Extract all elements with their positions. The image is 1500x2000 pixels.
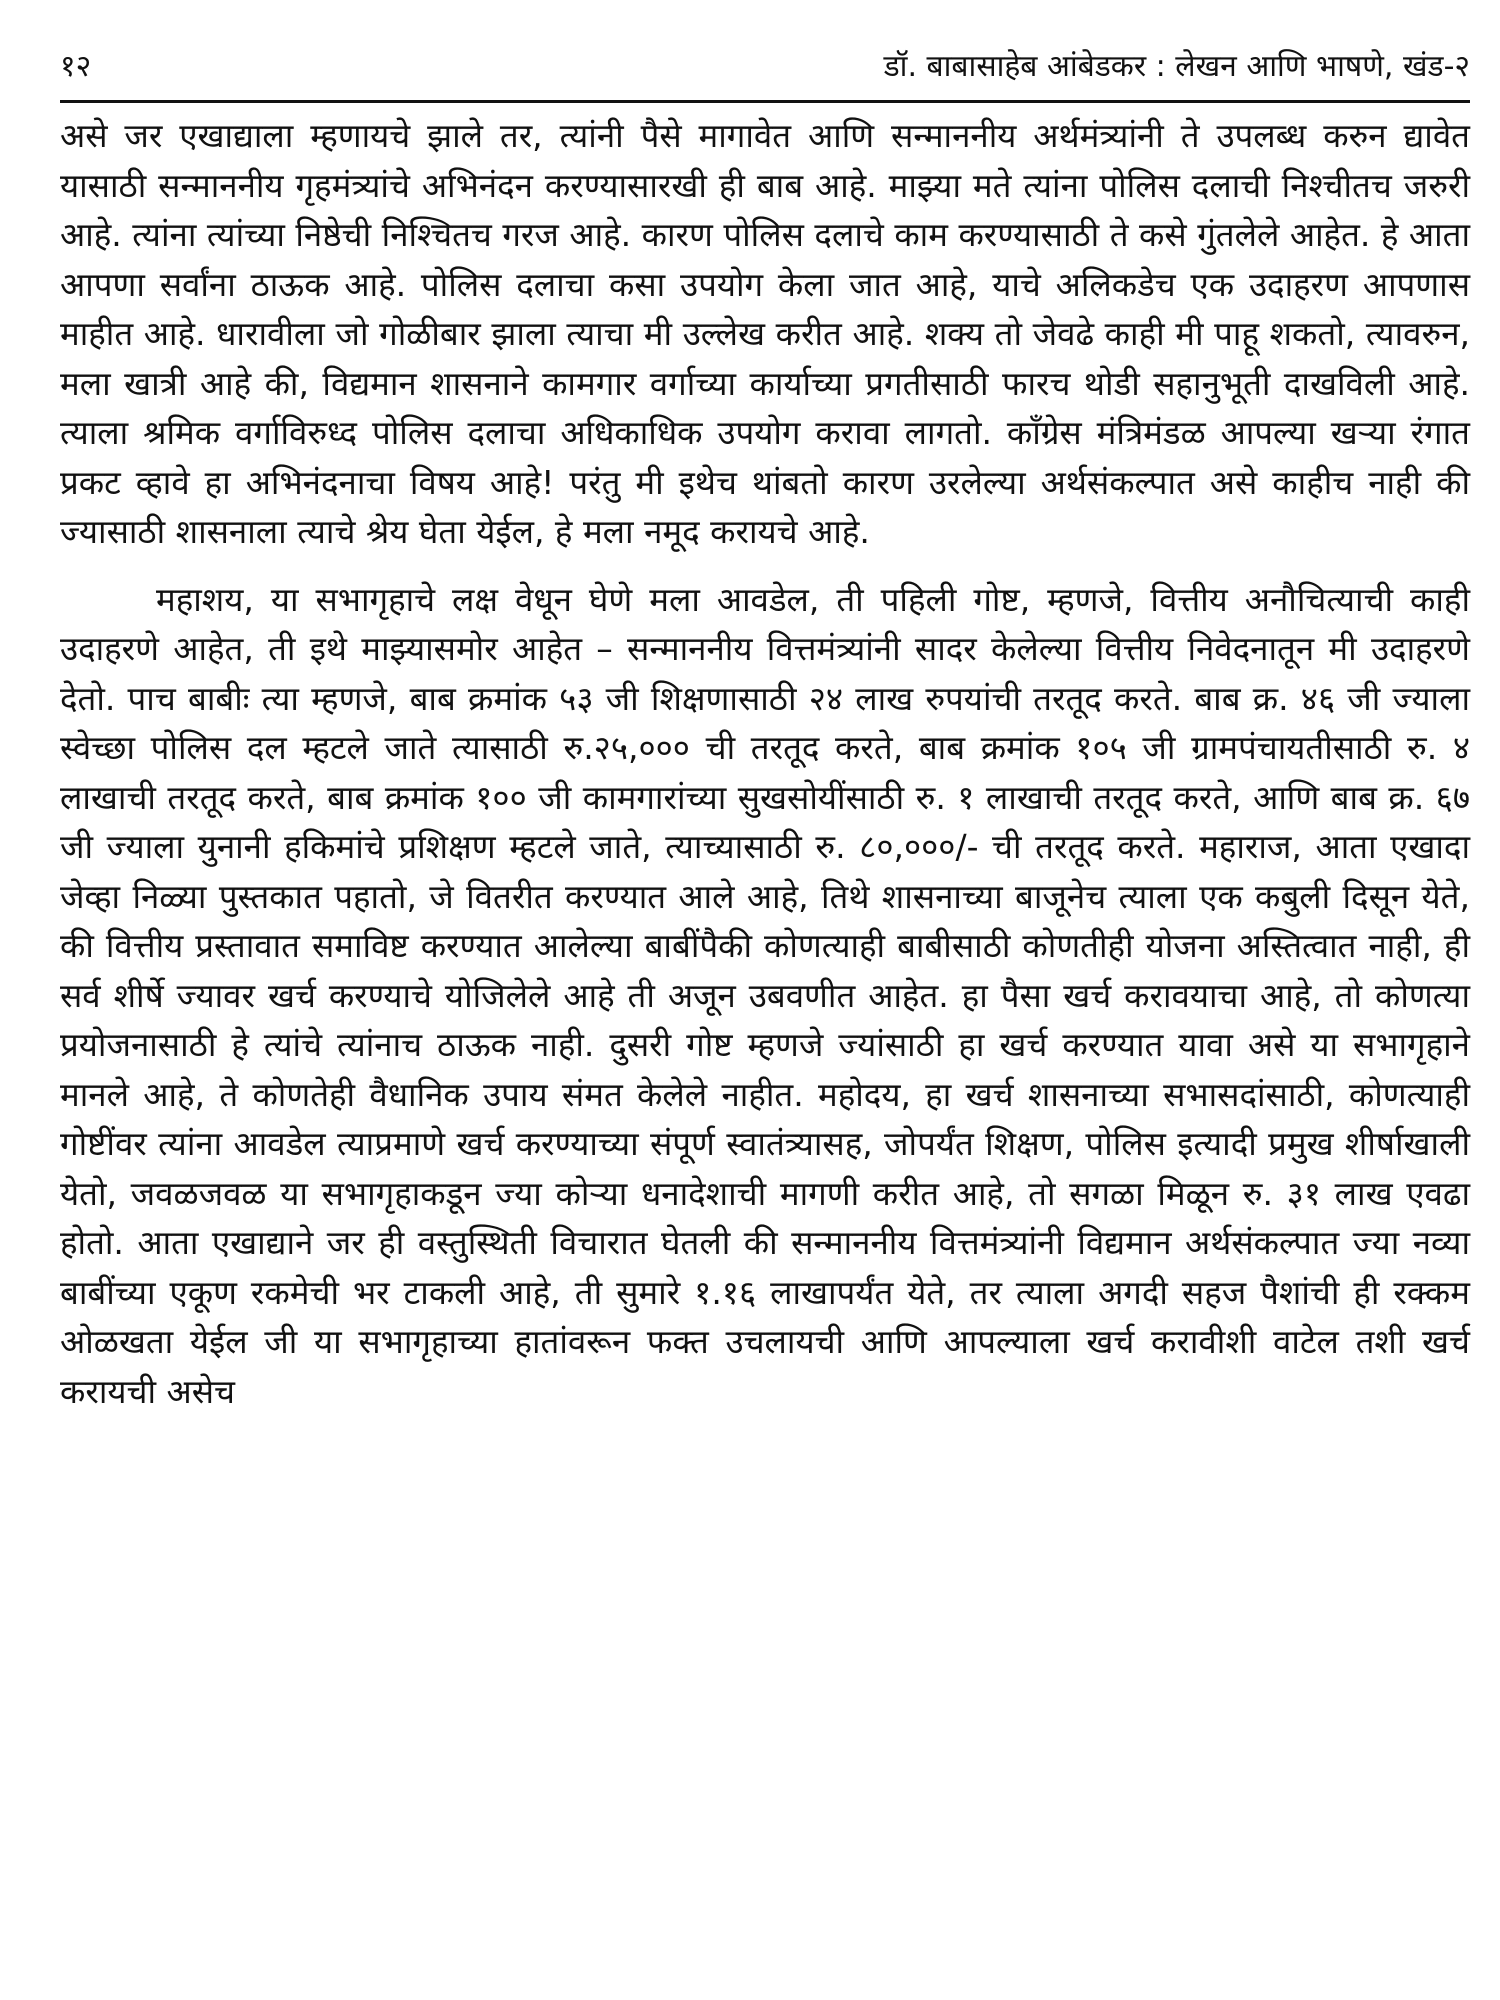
paragraph-1: असे जर एखाद्याला म्हणायचे झाले तर, त्यांनी पैसे मागावेत आणि सन्माननीय अर्थमंत्र्यांनी ते उपलब्ध करुन द्यावेत यासाठी सन्माननीय गृहमंत्र्यांचे अभिनंदन करण्यासारखी ही बाब आहे. माझ्या मते त्यांना पोलिस दलाची निश्चीतच जरुरी आहे. त्यांना त्यांच्या निष्ठेची निश्चितच गरज आहे. कारण पोलिस दलाचे काम करण्यासाठी ते कसे गुंतलेले आहेत. हे आता आपणा सर्वांना ठाऊक आहे. पोलिस दलाचा कसा उपयोग केला जात आहे, याचे अलिकडेच एक उदाहरण आपणास माहीत आहे. धारावीला जो गोळीबार झाला त्याचा मी उल्लेख करीत आहे. शक्य तो जेवढे काही मी पाहू शकतो, त्यावरुन, मला खात्री आहे की, विद्यमान शासनाने कामगार वर्गाच्या कार्याच्या प्रगतीसाठी फारच थोडी सहानुभूती दाखविली आहे. त्याला श्रमिक वर्गाविरुध्द पोलिस दलाचा अधिकाधिक उपयोग करावा लागतो. कॉंग्रेस मंत्रिमंडळ आपल्या खऱ्या रंगात प्रकट व्हावे हा अभिनंदनाचा विषय आहे! परंतु मी इथेच थांबतो कारण उरलेल्या अर्थसंकल्पात असे काहीच नाही की ज्यासाठी शासनाला त्याचे श्रेय घेता येईल, हे मला नमूद करायचे आहे.	[60, 116, 1470, 551]
paragraph-2: महाशय, या सभागृहाचे लक्ष वेधून घेणे मला आवडेल, ती पहिली गोष्ट, म्हणजे, वित्तीय अनौचित्याची काही उदाहरणे आहेत, ती इथे माझ्यासमोर आहेत – सन्माननीय वित्तमंत्र्यांनी सादर केलेल्या वित्तीय निवेदनातून मी उदाहरणे देतो. पाच बाबीः त्या म्हणजे, बाब क्रमांक ५३ जी शिक्षणासाठी २४ लाख रुपयांची तरतूद करते. बाब क्र. ४६ जी ज्याला स्वेच्छा पोलिस दल म्हटले जाते त्यासाठी रु.२५,००० ची तरतूद करते, बाब क्रमांक १०५ जी ग्रामपंचायतीसाठी रु. ४ लाखाची तरतूद करते, बाब क्रमांक १०० जी कामगारांच्या सुखसोयींसाठी रु. १ लाखाची तरतूद करते, आणि बाब क्र. ६७ जी ज्याला युनानी हकिमांचे प्रशिक्षण म्हटले जाते, त्याच्यासाठी रु. ८०,०००/- ची तरतूद करते. महाराज, आता एखादा जेव्हा निळ्या पुस्तकात पहातो, जे वितरीत करण्यात आले आहे, तिथे शासनाच्या बाजूनेच त्याला एक कबुली दिसून येते, की वित्तीय प्रस्तावात समाविष्ट करण्यात आलेल्या बाबींपैकी कोणत्याही बाबीसाठी कोणतीही योजना अस्तित्वात नाही, ही सर्व शीर्षे ज्यावर खर्च करण्याचे योजिलेले आहे ती अजून उबवणीत आहेत. हा पैसा खर्च करावयाचा आहे, तो कोणत्या प्रयोजनासाठी हे त्यांचे त्यांनाच ठाऊक नाही. दुसरी गोष्ट म्हणजे ज्यांसाठी हा खर्च करण्यात यावा असे या सभागृहाने मानले आहे, ते कोणतेही वैधानिक उपाय संमत केलेले नाहीत. महोदय, हा खर्च शासनाच्या सभासदांसाठी, कोणत्याही गोष्टींवर त्यांना आवडेल त्याप्रमाणे खर्च करण्याच्या संपूर्ण स्वातंत्र्यासह, जोपर्यंत शिक्षण, पोलिस इत्यादी प्रमुख शीर्षाखाली येतो, जवळजवळ या सभागृहाकडून ज्या कोऱ्या धनादेशाची मागणी करीत आहे, तो सगळा मिळून रु. ३१ लाख एवढा होतो. आता एखाद्याने जर ही वस्तुस्थिती विचारात घेतली की सन्माननीय वित्तमंत्र्यांनी विद्यमान अर्थसंकल्पात ज्या नव्या बाबींच्या एकूण रकमेची भर टाकली आहे, ती सुमारे १.१६ लाखापर्यंत येते, तर त्याला अगदी सहज पैशांची ही रक्कम ओळखता येईल जी या सभागृहाच्या हातांवरून फक्त उचलायची आणि आपल्याला खर्च करावीशी वाटेल तशी खर्च करायची असेच	[60, 579, 1470, 1411]
header-rule	[60, 100, 1470, 103]
running-title: डॉ. बाबासाहेब आंबेडकर : लेखन आणि भाषणे, खंड-२	[883, 49, 1470, 84]
page-header	[60, 44, 1470, 90]
page-number: १२	[60, 49, 92, 84]
